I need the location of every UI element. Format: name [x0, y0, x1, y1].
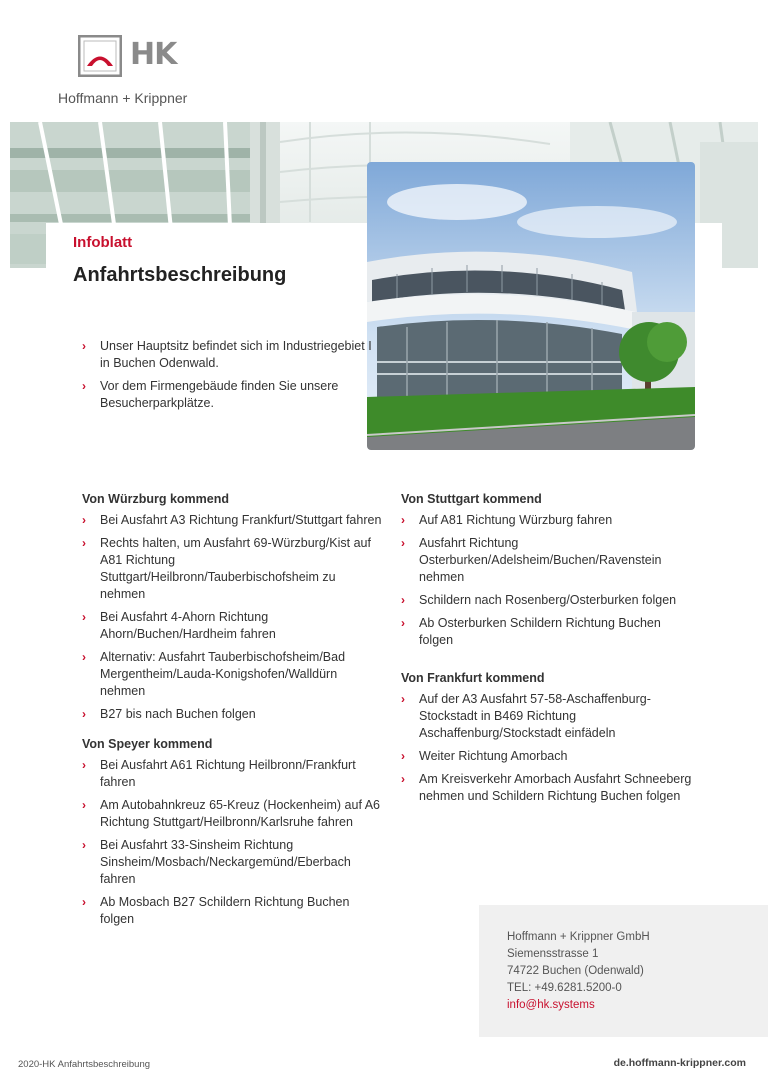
- chevron-right-icon: ›: [82, 513, 86, 527]
- list-item: › Bei Ausfahrt 4-Ahorn Richtung Ahorn/Buchen/Hardheim fahren: [82, 610, 276, 641]
- list-item: › Rechts halten, um Ausfahrt 69-Würzburg/Kist auf A81 Richtung Stuttgart/Heilbronn/Tauberbischofsheim zu nehmen: [82, 536, 371, 601]
- logo-mark-icon: [78, 35, 122, 77]
- footer-website-link[interactable]: de.hoffmann-krippner.com: [613, 1057, 746, 1069]
- list-item: › Vor dem Firmengebäude finden Sie unsere Besucherparkplätze.: [82, 379, 339, 410]
- chevron-right-icon: ›: [82, 339, 86, 353]
- footer-doc-label: 2020-HK Anfahrtsbeschreibung: [18, 1059, 151, 1070]
- list-item: › Weiter Richtung Amorbach: [401, 749, 568, 763]
- section-wuerzburg: [82, 492, 382, 723]
- building-photo: [367, 162, 695, 450]
- list-item: › Alternativ: Ausfahrt Tauberbischofsheim/Bad Mergentheim/Lauda-Konigshofen/Walldürn nehmen: [82, 650, 346, 698]
- section-heading: Von Würzburg kommend: [82, 492, 229, 506]
- list-item: › Bei Ausfahrt 33-Sinsheim Richtung Sinsheim/Mosbach/Neckargemünd/Eberbach fahren: [82, 838, 351, 886]
- list-item: › Schildern nach Rosenberg/Osterburken folgen: [401, 593, 677, 607]
- list-item: › Bei Ausfahrt A3 Richtung Frankfurt/Stuttgart fahren: [82, 513, 382, 527]
- chevron-right-icon: ›: [401, 692, 405, 706]
- chevron-right-icon: ›: [82, 707, 86, 721]
- chevron-right-icon: ›: [82, 536, 86, 550]
- list-item: › Ab Mosbach B27 Schildern Richtung Buchen folgen: [82, 895, 350, 926]
- chevron-right-icon: ›: [401, 616, 405, 630]
- contact-city: 74722 Buchen (Odenwald): [507, 965, 644, 977]
- chevron-right-icon: ›: [401, 513, 405, 527]
- page-title: Anfahrtsbeschreibung: [73, 264, 287, 286]
- list-item: › Ab Osterburken Schildern Richtung Buchen folgen: [401, 616, 661, 647]
- list-item: › B27 bis nach Buchen folgen: [82, 707, 256, 721]
- contact-phone: TEL: +49.6281.5200-0: [507, 982, 622, 994]
- chevron-right-icon: ›: [82, 798, 86, 812]
- logo-text: HK: [130, 37, 177, 72]
- company-name: Hoffmann + Krippner: [58, 90, 188, 106]
- contact-company: Hoffmann + Krippner GmbH: [507, 931, 650, 943]
- chevron-right-icon: ›: [82, 650, 86, 664]
- contact-street: Siemensstrasse 1: [507, 948, 599, 960]
- doc-label: Infoblatt: [73, 234, 133, 251]
- chevron-right-icon: ›: [82, 895, 86, 909]
- chevron-right-icon: ›: [82, 758, 86, 772]
- list-item: › Ausfahrt Richtung Osterburken/Adelsheim/Buchen/Ravenstein nehmen: [401, 536, 662, 584]
- section-heading: Von Stuttgart kommend: [401, 492, 542, 506]
- list-item: › Am Kreisverkehr Amorbach Ausfahrt Schneeberg nehmen und Schildern Richtung Buchen folgen: [401, 772, 692, 803]
- chevron-right-icon: ›: [82, 838, 86, 852]
- list-item: › Unser Hauptsitz befindet sich im Industriegebiet I in Buchen Odenwald.: [82, 339, 372, 370]
- section-heading: Von Speyer kommend: [82, 737, 213, 751]
- chevron-right-icon: ›: [401, 536, 405, 550]
- chevron-right-icon: ›: [401, 593, 405, 607]
- list-item: › Bei Ausfahrt A61 Richtung Heilbronn/Frankfurt fahren: [82, 758, 356, 789]
- list-item: › Am Autobahnkreuz 65-Kreuz (Hockenheim) auf A6 Richtung Stuttgart/Heilbronn/Karlsruhe fahren: [82, 798, 381, 829]
- list-item: › Auf A81 Richtung Würzburg fahren: [401, 513, 613, 527]
- chevron-right-icon: ›: [82, 610, 86, 624]
- contact-email-link[interactable]: info@hk.systems: [507, 999, 595, 1011]
- contact-box: [479, 905, 768, 1037]
- section-frankfurt: [401, 671, 696, 805]
- directions-left-column: [82, 492, 382, 942]
- section-stuttgart: [401, 492, 696, 649]
- chevron-right-icon: ›: [401, 749, 405, 763]
- list-item: › Auf der A3 Ausfahrt 57-58-Aschaffenburg-Stockstadt in B469 Richtung Aschaffenburg/Stockstadt einfädeln: [401, 692, 651, 740]
- chevron-right-icon: ›: [401, 772, 405, 786]
- directions-right-column: [401, 492, 696, 819]
- section-heading: Von Frankfurt kommend: [401, 671, 545, 685]
- section-speyer: [82, 737, 382, 928]
- chevron-right-icon: ›: [82, 379, 86, 393]
- intro-list: [82, 338, 372, 418]
